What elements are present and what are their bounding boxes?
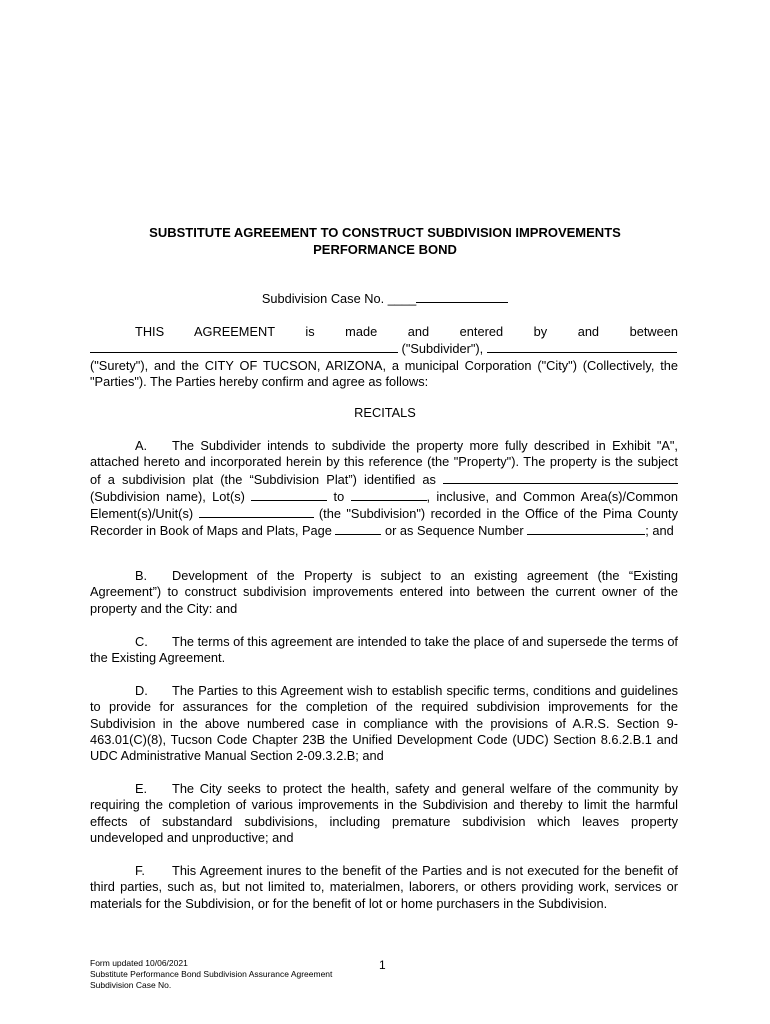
footer-line-1: Form updated 10/06/2021 xyxy=(90,958,188,968)
recital-f-label: F. xyxy=(135,863,145,878)
recital-e-label: E. xyxy=(135,781,148,796)
recital-f xyxy=(90,863,678,912)
recital-c xyxy=(90,634,678,667)
subdivider-label: ("Subdivider"), xyxy=(398,341,487,357)
intro-line-1: THIS AGREEMENT is made and entered by and between xyxy=(135,324,678,339)
recital-a-text-2: (Subdivision name), Lot(s) xyxy=(90,488,252,504)
document-title xyxy=(90,224,680,258)
lot-from-blank xyxy=(251,488,327,501)
recital-e xyxy=(90,781,678,846)
recital-a-text-5: (the "Subdivision") recorded in the Office of the Pima County Recorder in Book of Maps and Plats, Page xyxy=(90,506,679,539)
recital-a-text-1: The Subdivider intends to subdivide the property more fully described in Exhibit "A", attached hereto and incorporated herein by this reference (the "Property"). The property is the subject of a subdivision plat (the “Subdivision Plat”) identified as xyxy=(90,438,678,487)
recital-f-text: This Agreement inures to the benefit of the Parties and is not executed for the benefit of third parties, such as, but not limited to, materialmen, laborers, or others providing work, services or materials for the Subdivision, or for the benefit of lot or home purchasers in the Subdivision. xyxy=(90,863,678,911)
recital-b-label: B. xyxy=(135,568,148,583)
case-number-label: Subdivision Case No. ____ xyxy=(261,291,417,306)
recital-d-label: D. xyxy=(135,683,148,698)
recital-a-text-7: ; and xyxy=(645,523,674,539)
intro-line-2 xyxy=(90,340,678,357)
case-number-blank xyxy=(416,290,508,303)
subdivider-blank xyxy=(90,340,398,353)
recital-c-label: C. xyxy=(135,634,148,649)
recital-a-text-4: , inclusive, and Common Area(s)/Common Element(s)/Unit(s) xyxy=(90,488,678,522)
lot-to-blank xyxy=(351,488,427,501)
surety-blank xyxy=(487,340,677,353)
recital-c-text: The terms of this agreement are intended to take the place of and supersede the terms of the Existing Agreement. xyxy=(90,634,678,666)
recital-b-text: Development of the Property is subject to an existing agreement (the “Existing Agreement”) to construct subdivision improvements entered into between the current owner of the property and the City: and xyxy=(90,568,678,616)
recital-a xyxy=(90,438,678,540)
footer-line-2: Substitute Performance Bond Subdivision Assurance Agreement xyxy=(90,969,333,979)
recitals-heading: RECITALS xyxy=(354,405,416,420)
recital-d-text: The Parties to this Agreement wish to establish specific terms, conditions and guidelines to provide for assurances for the completion of the required subdivision improvements for the Subdivision in the above numbered case in compliance with the provisions of A.R.S. Section 9-463.01(C)(8), Tucson Code Chapter 23B the Unified Development Code (UDC) Section 8.6.2.B.1 and UDC Administrative Manual Section 2-09.3.2.B; and xyxy=(90,683,678,764)
title-line-1: SUBSTITUTE AGREEMENT TO CONSTRUCT SUBDIVISION IMPROVEMENTS xyxy=(149,225,621,240)
recital-e-text: The City seeks to protect the health, safety and general welfare of the community by requiring the completion of various improvements in the Subdivision and thereby to limit the harmful effects of substandard subdivisions, including premature subdivision which leaves property undeveloped and unproductive; and xyxy=(90,781,678,845)
page-blank xyxy=(335,522,381,535)
intro-line-3: ("Surety"), and the CITY OF TUCSON, ARIZONA, a municipal Corporation ("City") (Collectively, the "Parties"). The Parties hereby confirm and agree as follows: xyxy=(90,357,678,389)
common-area-blank xyxy=(199,505,314,518)
case-number-line xyxy=(90,290,680,307)
recital-a-label: A. xyxy=(135,438,148,453)
page-number: 1 xyxy=(379,958,386,972)
intro-paragraph xyxy=(90,324,678,390)
recital-b xyxy=(90,568,678,617)
page-footer xyxy=(90,958,490,991)
sequence-number-blank xyxy=(527,522,645,535)
footer-line-3: Subdivision Case No. xyxy=(90,980,172,990)
title-line-2: PERFORMANCE BOND xyxy=(313,242,457,257)
subdivision-name-blank xyxy=(443,471,678,484)
recital-a-text-3: to xyxy=(327,488,351,504)
recital-a-text-6: or as Sequence Number xyxy=(381,523,528,539)
recital-d xyxy=(90,683,678,764)
